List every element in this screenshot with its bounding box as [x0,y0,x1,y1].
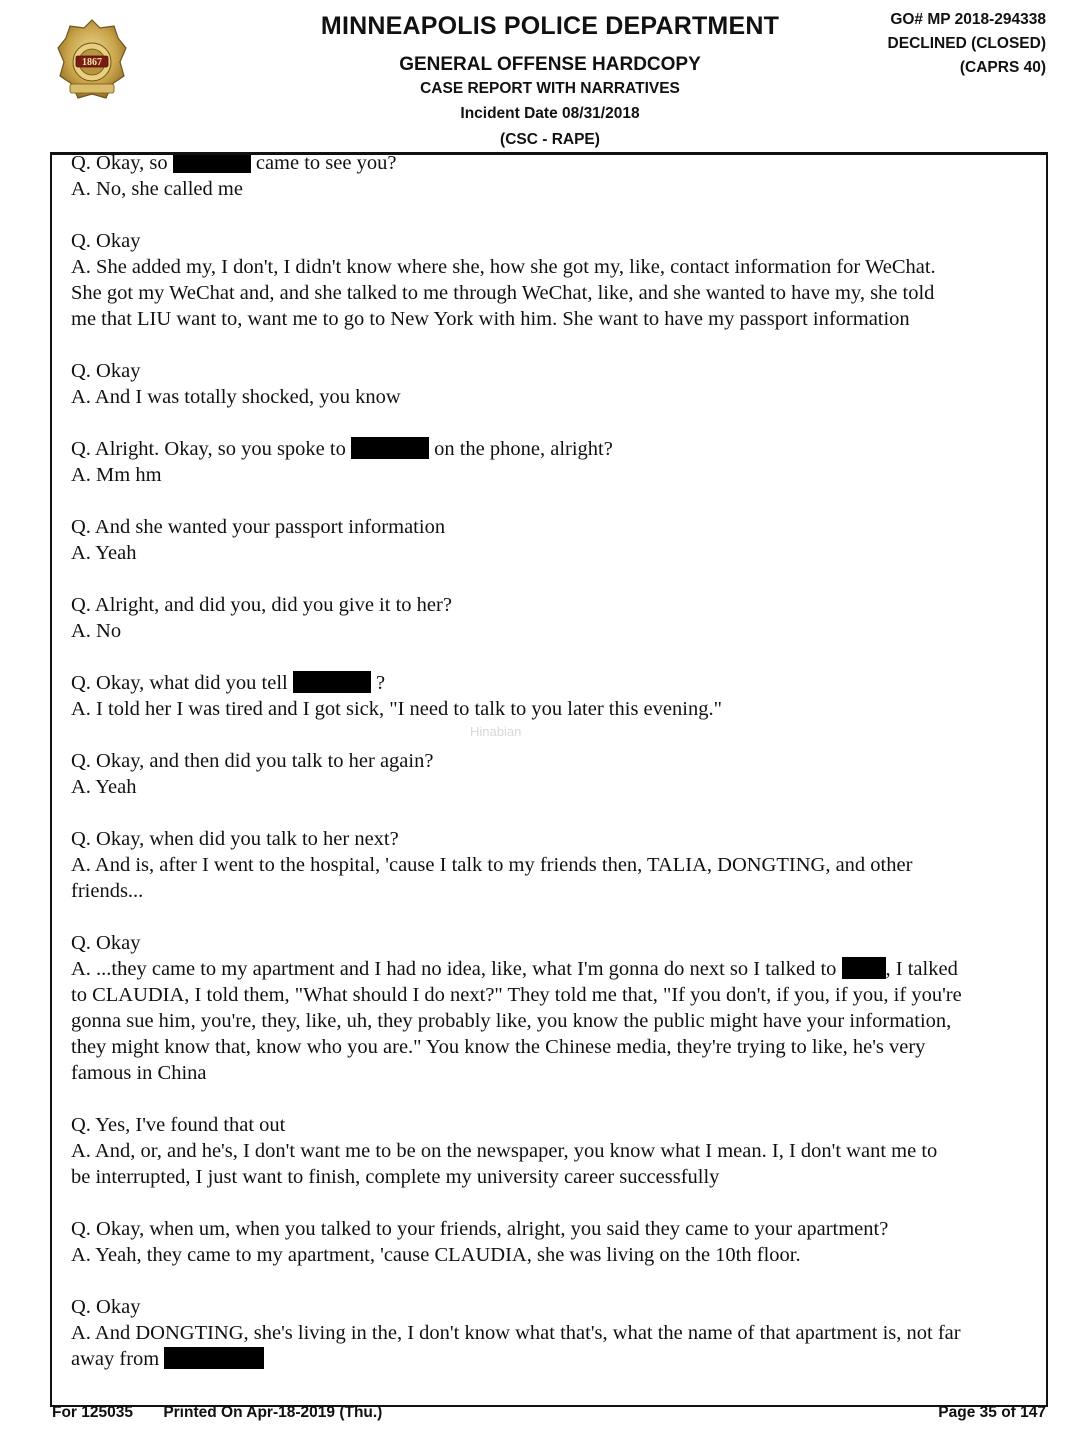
transcript-text: friends... [71,880,144,902]
transcript-text: A. Yeah [71,776,137,798]
printed-on: Printed On Apr-18-2019 (Thu.) [163,1404,383,1421]
transcript-text: to CLAUDIA, I told them, "What should I do next?" They told me that, "If you don't, if you, if you, if you're [71,984,962,1006]
answer-line [71,696,1031,722]
qa-block [71,1294,1031,1372]
transcript-text: Q. Yes, I've found that out [71,1114,286,1136]
question-line [71,358,1031,384]
transcript-text: Q. Alright. Okay, so you spoke to [71,438,351,460]
narrative-frame [50,152,1048,1407]
answer-line [71,618,1031,644]
qa-block [71,826,1031,904]
redaction-block [842,957,886,979]
hardcopy-subtitle: GENERAL OFFENSE HARDCOPY [399,54,701,75]
answer-line [71,176,1031,202]
report-footer [0,1404,1080,1428]
qa-block [71,436,1031,488]
qa-block [71,592,1031,644]
transcript-text: She got my WeChat and, and she talked to me through WeChat, like, and she wanted to have my, she told [71,282,935,304]
answer-line [71,774,1031,800]
case-info [888,8,1046,80]
qa-block [71,228,1031,332]
qa-block [71,514,1031,566]
question-line [71,748,1031,774]
question-line [71,826,1031,852]
question-line [71,1112,1031,1138]
transcript-text: Q. And she wanted your passport information [71,516,446,538]
qa-block [71,930,1031,1086]
transcript-text: A. And DONGTING, she's living in the, I don't know what that's, what the name of that apartment is, not far [71,1322,961,1344]
transcript-text: A. And is, after I went to the hospital, 'cause I talk to my friends then, TALIA, DONGTING, and other [71,854,913,876]
answer-line [71,540,1031,566]
answer-line [71,982,1031,1008]
transcript [71,152,1031,1398]
transcript-text: on the phone, alright? [434,438,613,460]
qa-block [71,1112,1031,1190]
answer-line [71,1242,1031,1268]
transcript-text: Q. Okay, and then did you talk to her again? [71,750,434,772]
transcript-text: came to see you? [255,152,397,174]
transcript-text: famous in China [71,1062,207,1084]
watermark: Hinabian [470,724,522,739]
answer-line [71,1008,1031,1034]
question-line [71,670,1031,696]
question-line [71,152,1031,176]
transcript-text: me that LIU want to, want me to go to New York with him. She want to have my passport information [71,308,910,330]
printed-for: For 125035 [52,1404,133,1421]
answer-line [71,280,1031,306]
redaction-block [351,437,429,459]
badge-year-text: 1867 [82,57,102,68]
transcript-text: they might know that, know who you are." You know the Chinese media, they're trying to like, he's very [71,1036,926,1058]
redaction-block [293,671,371,693]
transcript-text: A. Yeah [71,542,137,564]
redaction-block [164,1347,264,1369]
transcript-text: gonna sue him, you're, they, like, uh, they probably like, you know the public might have your information, [71,1010,952,1032]
transcript-text: A. And, or, and he's, I don't want me to be on the newspaper, you know what I mean. I, I don't want me to [71,1140,938,1162]
transcript-text: A. Yeah, they came to my apartment, 'cause CLAUDIA, she was living on the 10th floor. [71,1244,801,1266]
question-line [71,1216,1031,1242]
answer-line [71,852,1031,878]
transcript-text: A. Mm hm [71,464,162,486]
question-line [71,592,1031,618]
department-title: MINNEAPOLIS POLICE DEPARTMENT [320,12,780,40]
page-number: Page 35 of 147 [938,1404,1046,1421]
transcript-text: A. She added my, I don't, I didn't know where she, how she got my, like, contact information for WeChat. [71,256,936,278]
answer-line [71,1164,1031,1190]
transcript-text: Q. Okay, when um, when you talked to your friends, alright, you said they came to your apartment? [71,1218,889,1240]
qa-block [71,1216,1031,1268]
transcript-text: A. ...they came to my apartment and I had no idea, like, what I'm gonna do next so I talked to [71,958,842,980]
transcript-text: Q. Okay, what did you tell [71,672,293,694]
qa-block [71,670,1031,722]
question-line [71,930,1031,956]
answer-line [71,462,1031,488]
case-status: DECLINED (CLOSED) [887,35,1046,52]
transcript-text: be interrupted, I just want to finish, complete my university career successfully [71,1166,720,1188]
transcript-text: ? [375,672,386,694]
question-line [71,436,1031,462]
transcript-text: away from [71,1348,165,1370]
transcript-text: Q. Okay [71,932,141,954]
answer-line [71,1060,1031,1086]
report-type: CASE REPORT WITH NARRATIVES [420,80,680,97]
transcript-text: A. No, she called me [71,178,243,200]
redaction-block [173,152,251,173]
qa-block [71,748,1031,800]
report-header [0,0,1080,152]
answer-line [71,254,1031,280]
incident-date: Incident Date 08/31/2018 [460,105,640,122]
transcript-text: A. And I was totally shocked, you know [71,386,401,408]
police-badge-icon [56,18,128,104]
answer-line [71,1034,1031,1060]
answer-line [71,306,1031,332]
answer-line [71,878,1031,904]
answer-line [71,384,1031,410]
transcript-text: Q. Okay [71,230,141,252]
transcript-text: Q. Okay, so [71,152,173,174]
transcript-text: Q. Okay [71,360,141,382]
transcript-text: Q. Okay, when did you talk to her next? [71,828,399,850]
case-number: GO# MP 2018-294338 [890,11,1046,28]
answer-line [71,1320,1031,1346]
caprs-code: (CAPRS 40) [959,59,1046,76]
transcript-text: A. No [71,620,122,642]
answer-line [71,1346,1031,1372]
transcript-text: A. I told her I was tired and I got sick, "I need to talk to you later this evening." [71,698,722,720]
answer-line [71,956,1031,982]
offense-type: (CSC - RAPE) [500,131,600,148]
qa-block [71,358,1031,410]
answer-line [71,1138,1031,1164]
question-line [71,228,1031,254]
transcript-text: Q. Alright, and did you, did you give it to her? [71,594,452,616]
transcript-text: , I talked [885,958,958,980]
transcript-text: Q. Okay [71,1296,141,1318]
question-line [71,514,1031,540]
question-line [71,1294,1031,1320]
qa-block [71,152,1031,202]
